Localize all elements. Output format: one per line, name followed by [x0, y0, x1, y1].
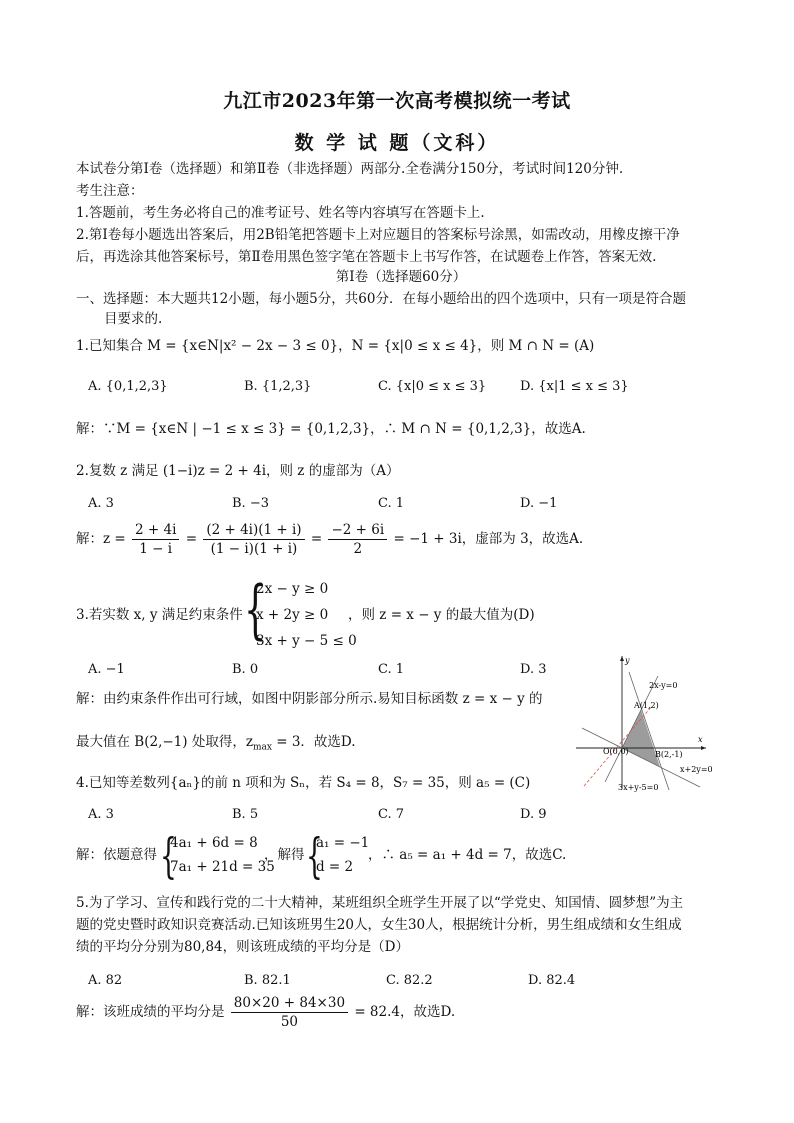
constraint-2: x + 2y ≥ 0: [256, 607, 329, 623]
q5-choice-b: B. 82.1: [244, 973, 291, 988]
q2-solution: [76, 521, 726, 558]
denominator: 2: [353, 541, 363, 557]
q4-choice-d: D. 9: [520, 807, 547, 822]
constraint-1: 2x − y ≥ 0: [256, 581, 329, 597]
section-heading: 第Ⅰ卷（选择题60分）: [335, 269, 467, 285]
result-1: a₁ = −1: [316, 835, 370, 851]
q2-sol-suffix: = −1 + 3i，虚部为 3，故选A.: [393, 531, 584, 547]
result-2: d = 2: [316, 859, 354, 875]
equals-sign: =: [185, 531, 198, 547]
q2-choice-d: D. −1: [520, 496, 558, 511]
q1-choice-a: A. {0,1,2,3}: [88, 379, 168, 394]
numerator: 2 + 4i: [132, 521, 179, 540]
exam-subtitle: 数 学 试 题（文科）: [294, 132, 500, 154]
line-2x-y: [605, 676, 658, 782]
numerator: −2 + 6i: [328, 521, 387, 540]
equals-sign: =: [310, 531, 323, 547]
q5-solution: [76, 994, 726, 1031]
fraction: [231, 994, 348, 1031]
q1-solution: 解：∵M = {x∈N | −1 ≤ x ≤ 3} = {0,1,2,3}，∴ M ∩ N = {0,1,2,3}，故选A.: [76, 421, 586, 437]
q4-sol-mid: ，解得: [264, 847, 305, 863]
q3-sol2-end: = 3．故选D.: [271, 734, 356, 750]
subscript: max: [252, 742, 272, 753]
q1-choice-c: C. {x|0 ≤ x ≤ 3}: [378, 379, 487, 394]
fraction: [203, 521, 304, 558]
notice-item-2a: 2.第Ⅰ卷每小题选出答案后，用2B铅笔把答题卡上对应题目的答案标号涂黑，如需改动，用橡皮擦干净: [76, 227, 680, 243]
question-5-stem-2: 题的党史暨时政知识竞赛活动.已知该班男生20人，女生30人，根据统计分析，男生组成绩和女生组成: [76, 917, 682, 933]
q4-choice-c: C. 7: [378, 807, 405, 822]
x-axis-label: x: [698, 735, 703, 744]
q5-sol-suffix: = 82.4，故选D.: [354, 1004, 456, 1020]
equation-1: 4a₁ + 6d = 8: [170, 835, 258, 851]
notice-item-1: 1.答题前，考生务必将自己的准考证号、姓名等内容填写在答题卡上.: [76, 205, 485, 221]
point-a-label: A(1,2): [634, 701, 659, 710]
q1-choice-d: D. {x|1 ≤ x ≤ 3}: [520, 379, 629, 394]
q5-choice-a: A. 82: [88, 973, 123, 988]
constraint-3: 3x + y − 5 ≤ 0: [256, 633, 357, 649]
q3-solution-line-1: 解：由约束条件作出可行域，如图中阴影部分所示.易知目标函数 z = x − y 的: [76, 691, 543, 707]
q3-choice-a: A. −1: [88, 662, 125, 677]
line-3-label: 3x+y-5=0: [618, 783, 659, 792]
line-2-label: x+2y=0: [680, 765, 713, 774]
intro-line: 本试卷分第Ⅰ卷（选择题）和第Ⅱ卷（非选择题）两部分.全卷满分150分，考试时间120分钟.: [76, 161, 624, 177]
q3-solution-line-2: [76, 733, 556, 757]
question-3-stem-suffix: ，则 z = x − y 的最大值为(D): [348, 607, 535, 623]
question-5-stem-3: 绩的平均分分别为80,84，则该班成绩的平均分是（D）: [76, 939, 409, 955]
q3-sol2-text: 最大值在 B(2,−1) 处取得，z: [76, 734, 253, 750]
question-5-stem-1: 5.为了学习、宣传和践行党的二十大精神，某班组织全班学生开展了以“学党史、知国情、圆梦想”为主: [76, 895, 684, 911]
notice-heading: 考生注意：: [76, 183, 144, 199]
q5-choice-d: D. 82.4: [528, 973, 576, 988]
denominator: (1 − i)(1 + i): [210, 541, 298, 557]
notice-item-2b: 后，再选涂其他答案标号，第Ⅱ卷用黑色签字笔在答题卡上书写作答，在试题卷上作答，答案无效.: [76, 249, 657, 265]
numerator: (2 + 4i)(1 + i): [203, 521, 304, 540]
q3-choice-b: B. 0: [232, 662, 259, 677]
q1-choice-b: B. {1,2,3}: [244, 379, 312, 394]
line-1-label: 2x-y=0: [649, 681, 678, 690]
question-4-stem: 4.已知等差数列{aₙ}的前 n 项和为 Sₙ，若 S₄ = 8，S₇ = 35，则 a₅ = (C): [76, 775, 531, 791]
fraction: [328, 521, 387, 558]
equation-2: 7a₁ + 21d = 35: [170, 859, 275, 875]
q2-choice-c: C. 1: [378, 496, 405, 511]
brace-icon: {: [244, 573, 267, 647]
q4-choice-a: A. 3: [88, 807, 114, 822]
q5-choice-c: C. 82.2: [386, 973, 433, 988]
question-2-stem: 2.复数 z 满足 (1−i)z = 2 + 4i，则 z 的虚部为（A）: [76, 463, 400, 479]
denominator: 1 − i: [139, 541, 173, 557]
q4-choice-b: B. 5: [232, 807, 259, 822]
q3-choice-c: C. 1: [378, 662, 405, 677]
q4-sol-prefix: 解：依题意得: [76, 847, 157, 863]
y-axis-arrow-icon: [620, 656, 624, 661]
q2-choice-a: A. 3: [88, 496, 114, 511]
part-instructions-a: 一、选择题：本大题共12小题，每小题5分，共60分．在每小题给出的四个选项中，只有一项是符合题: [76, 291, 686, 307]
point-b-label: B(2,-1): [655, 750, 683, 759]
y-axis-label: y: [625, 656, 630, 665]
q4-sol-suffix: ，∴ a₅ = a₁ + 4d = 7，故选C.: [368, 847, 567, 863]
brace-icon: {: [160, 828, 177, 884]
denominator: 50: [280, 1014, 298, 1030]
feasible-region-graph: [572, 652, 722, 792]
numerator: 80×20 + 84×30: [231, 994, 348, 1013]
q2-choice-b: B. −3: [232, 496, 269, 511]
fraction: [132, 521, 179, 558]
brace-icon: {: [306, 828, 323, 884]
part-instructions-b: 目要求的.: [104, 311, 163, 327]
question-3-stem-prefix: 3.若实数 x, y 满足约束条件: [76, 607, 243, 623]
question-1-stem: 1.已知集合 M = {x∈N|x² − 2x − 3 ≤ 0}，N = {x|0 ≤ x ≤ 4}，则 M ∩ N = (A): [76, 338, 595, 354]
q3-choice-d: D. 3: [520, 662, 547, 677]
exam-title: 九江市2023年第一次高考模拟统一考试: [223, 90, 571, 112]
origin-label: O(0,0): [603, 747, 629, 756]
x-axis-arrow-icon: [701, 746, 706, 750]
q2-sol-prefix: 解：z =: [76, 531, 126, 547]
q5-sol-prefix: 解：该班成绩的平均分是: [76, 1004, 225, 1020]
